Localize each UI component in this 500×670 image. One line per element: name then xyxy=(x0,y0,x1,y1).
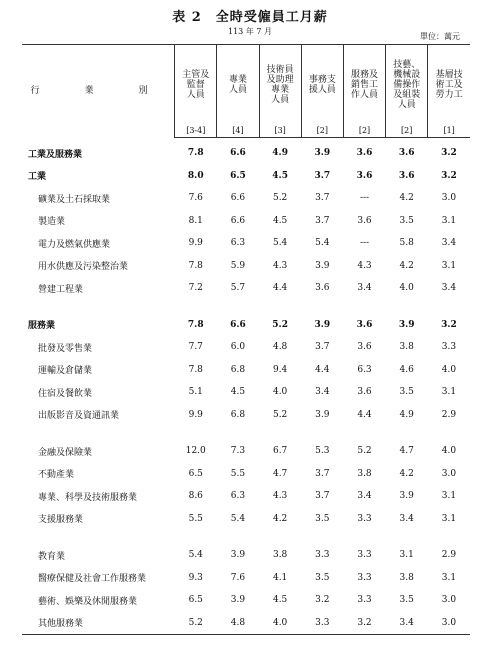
salary-value: --- xyxy=(359,193,370,204)
salary-value: 3.1 xyxy=(399,550,414,561)
table-row xyxy=(22,485,470,508)
salary-value: 6.6 xyxy=(230,148,246,159)
salary-value: 4.0 xyxy=(441,446,457,457)
salary-value: 3.4 xyxy=(441,283,457,294)
salary-value: 8.0 xyxy=(187,170,204,181)
salary-value: 3.4 xyxy=(315,387,330,398)
salary-value: 7.8 xyxy=(187,319,204,330)
spacer-row xyxy=(22,300,470,314)
industry-name: 批發及零售業 xyxy=(38,343,93,354)
table-row xyxy=(22,567,470,590)
spacer-cell xyxy=(22,530,470,544)
header-col-name-line: 技藝、 xyxy=(393,60,421,70)
salary-value: 3.0 xyxy=(441,468,457,479)
header-col-name-line: 術工及 xyxy=(435,80,463,90)
salary-value: 3.1 xyxy=(441,491,457,502)
salary-value: 3.9 xyxy=(230,595,246,606)
salary-value: 3.6 xyxy=(356,170,373,181)
salary-value: 5.3 xyxy=(315,446,330,457)
header-row xyxy=(22,45,470,126)
salary-value: 3.3 xyxy=(441,342,457,353)
salary-value: 6.3 xyxy=(230,491,246,502)
industry-name: 電力及燃氣供應業 xyxy=(38,239,111,250)
header-col-6 xyxy=(386,45,428,126)
industry-name: 運輸及倉儲業 xyxy=(38,366,93,377)
header-col-name-line: 作人員 xyxy=(351,90,379,100)
salary-value: 2.9 xyxy=(441,409,457,420)
header-col-name-line: 勞力工 xyxy=(435,90,463,100)
salary-value: 3.8 xyxy=(399,572,414,583)
salary-value: 6.5 xyxy=(188,468,203,479)
table-row xyxy=(22,165,470,188)
table-row xyxy=(22,544,470,567)
header-col-name-line: 服務及 xyxy=(351,70,379,80)
header-col-7 xyxy=(428,45,470,126)
salary-value: 3.5 xyxy=(315,513,330,524)
salary-value: 4.8 xyxy=(217,612,259,635)
header-code-2: [4] xyxy=(217,125,259,138)
header-col-name-line: 主管及 xyxy=(182,70,210,80)
table-row xyxy=(22,138,470,165)
industry-name: 礦業及土石採取業 xyxy=(38,194,111,205)
salary-value: 3.9 xyxy=(315,260,330,271)
salary-value: 4.0 xyxy=(441,364,457,375)
table-row xyxy=(22,277,470,300)
salary-value: 3.8 xyxy=(399,342,414,353)
table-row xyxy=(22,336,470,359)
salary-value: 7.7 xyxy=(188,342,203,353)
salary-value: 3.2 xyxy=(441,148,457,159)
salary-value: 2.9 xyxy=(441,550,457,561)
salary-value: 3.2 xyxy=(441,170,457,181)
table-row xyxy=(22,187,470,210)
table-title: 表 2 全時受僱員工月薪 xyxy=(172,10,328,25)
header-col-5 xyxy=(343,45,385,126)
salary-value: 4.4 xyxy=(357,409,372,420)
header-col-4 xyxy=(301,45,343,126)
industry-name: 工業及服務業 xyxy=(28,149,83,160)
salary-value: 4.0 xyxy=(259,612,301,635)
salary-value: 8.6 xyxy=(188,491,203,502)
industry-name: 金融及保險業 xyxy=(38,447,93,458)
salary-value: 5.7 xyxy=(230,283,246,294)
salary-value: 5.4 xyxy=(188,550,203,561)
salary-value: 3.3 xyxy=(357,572,372,583)
salary-value: 9.9 xyxy=(188,238,203,249)
salary-value: 3.1 xyxy=(441,260,457,271)
header-industry-label: 行 業 別 xyxy=(22,45,175,138)
salary-value: 4.0 xyxy=(272,387,288,398)
salary-value: 3.5 xyxy=(399,387,414,398)
salary-value: 12.0 xyxy=(185,446,206,457)
salary-value: 7.8 xyxy=(188,364,203,375)
salary-value: 3.4 xyxy=(357,491,372,502)
salary-value: 5.4 xyxy=(315,238,330,249)
salary-value: 3.7 xyxy=(315,193,330,204)
salary-value: 5.5 xyxy=(230,468,246,479)
salary-value: 3.7 xyxy=(315,468,330,479)
header-col-name-line: 機械設 xyxy=(393,70,421,80)
header-col-name-line: 援人員 xyxy=(308,85,336,95)
salary-value: 3.1 xyxy=(441,215,457,226)
salary-value: 3.9 xyxy=(398,319,415,330)
salary-value: 9.3 xyxy=(188,572,203,583)
industry-name: 不動產業 xyxy=(38,470,75,481)
salary-value: 5.9 xyxy=(230,260,246,271)
header-col-name-line: 基層技 xyxy=(435,70,463,80)
salary-value: 9.9 xyxy=(188,409,203,420)
salary-value: 4.0 xyxy=(399,283,414,294)
header-col-1 xyxy=(175,45,217,126)
salary-table xyxy=(22,44,470,635)
salary-value: 4.2 xyxy=(399,468,414,479)
salary-value: 4.5 xyxy=(272,215,288,226)
header-col-name-line: 專業 xyxy=(271,85,290,95)
salary-value: 6.3 xyxy=(357,364,372,375)
salary-value: 3.1 xyxy=(441,513,457,524)
industry-name: 教育業 xyxy=(38,551,66,562)
salary-value: 3.4 xyxy=(357,283,372,294)
salary-value: 3.8 xyxy=(357,468,372,479)
table-row xyxy=(22,463,470,486)
header-col-name-line: 監督 xyxy=(186,80,205,90)
salary-value: 5.2 xyxy=(272,193,288,204)
table-row xyxy=(22,210,470,233)
header-code-1: [3-4] xyxy=(175,125,217,138)
spacer-cell xyxy=(22,426,470,440)
industry-name: 住宿及餐飲業 xyxy=(38,388,93,399)
salary-value: 4.3 xyxy=(272,260,288,271)
salary-value: 3.3 xyxy=(315,550,330,561)
salary-value: 4.5 xyxy=(230,387,246,398)
table-row xyxy=(22,589,470,612)
salary-value: 3.9 xyxy=(399,491,414,502)
salary-value: 3.2 xyxy=(441,319,457,330)
header-code-4: [2] xyxy=(301,125,343,138)
header-code-7: [1] xyxy=(428,125,470,138)
salary-value: 5.4 xyxy=(272,238,288,249)
salary-value: 3.0 xyxy=(441,193,457,204)
salary-value: 3.8 xyxy=(272,550,288,561)
salary-value: 4.6 xyxy=(399,364,414,375)
salary-value: 5.8 xyxy=(399,238,414,249)
salary-value: 3.5 xyxy=(399,595,414,606)
table-row xyxy=(22,359,470,382)
table-row xyxy=(22,508,470,531)
salary-value: 3.9 xyxy=(314,148,331,159)
salary-value: 4.4 xyxy=(272,283,288,294)
table-row xyxy=(22,255,470,278)
salary-value: 3.1 xyxy=(441,387,457,398)
header-col-name-line: 事務支 xyxy=(308,75,336,85)
header-col-name-line: 銷售工 xyxy=(351,80,379,90)
salary-value: 3.6 xyxy=(356,319,373,330)
salary-value: 3.9 xyxy=(314,319,331,330)
salary-value: 4.9 xyxy=(399,409,414,420)
salary-value: 3.6 xyxy=(357,387,372,398)
salary-value: 5.2 xyxy=(272,319,288,330)
salary-value: 3.3 xyxy=(357,550,372,561)
header-code-5: [2] xyxy=(343,125,385,138)
header-col-name-line: 人員 xyxy=(186,90,205,100)
industry-name: 藝術、娛樂及休閒服務業 xyxy=(38,596,138,607)
salary-value: 3.4 xyxy=(441,238,457,249)
salary-value: 3.6 xyxy=(315,283,330,294)
industry-name: 專業、科學及技術服務業 xyxy=(38,492,138,503)
industry-name: 支援服務業 xyxy=(38,515,84,526)
table-row xyxy=(22,232,470,255)
table-row xyxy=(22,314,470,337)
header-col-name-line: 及組裝 xyxy=(393,90,421,100)
salary-value: 4.3 xyxy=(272,491,288,502)
industry-name: 製造業 xyxy=(38,217,66,228)
salary-value: 4.5 xyxy=(272,170,288,181)
salary-value: 4.4 xyxy=(315,364,330,375)
salary-value: 3.5 xyxy=(315,572,330,583)
table-row xyxy=(22,381,470,404)
salary-value: 6.6 xyxy=(230,319,246,330)
salary-value: 5.5 xyxy=(188,513,203,524)
salary-value: 6.6 xyxy=(230,193,246,204)
salary-value: 9.4 xyxy=(272,364,288,375)
salary-value: --- xyxy=(359,238,370,249)
header-col-name-line: 技術員 xyxy=(266,65,294,75)
unit-note: 單位：萬元 xyxy=(420,32,460,41)
industry-name: 其他服務業 xyxy=(22,612,175,635)
salary-value: 5.1 xyxy=(188,387,203,398)
salary-value: 3.9 xyxy=(230,550,246,561)
salary-value: 4.9 xyxy=(272,148,288,159)
salary-value: 4.2 xyxy=(399,193,414,204)
header-col-name-line: 及助理 xyxy=(266,75,294,85)
salary-value: 3.4 xyxy=(399,513,414,524)
salary-value: 3.4 xyxy=(386,612,428,635)
salary-value: 7.8 xyxy=(188,260,203,271)
salary-value: 3.9 xyxy=(315,409,330,420)
salary-value: 3.5 xyxy=(399,215,414,226)
table-row xyxy=(22,404,470,427)
salary-value: 3.0 xyxy=(441,595,457,606)
salary-value: 4.2 xyxy=(399,260,414,271)
salary-value: 7.8 xyxy=(187,148,204,159)
industry-name: 用水供應及污染整治業 xyxy=(38,262,129,273)
salary-value: 6.3 xyxy=(230,238,246,249)
salary-value: 4.1 xyxy=(272,572,288,583)
spacer-row xyxy=(22,530,470,544)
salary-value: 4.7 xyxy=(399,446,414,457)
salary-value: 6.6 xyxy=(230,215,246,226)
header-col-name-line: 備操作 xyxy=(393,80,421,90)
salary-value: 6.5 xyxy=(188,595,203,606)
spacer-cell xyxy=(22,300,470,314)
salary-value: 3.6 xyxy=(357,215,372,226)
salary-value: 7.3 xyxy=(230,446,246,457)
table-row xyxy=(22,440,470,463)
header-col-2 xyxy=(217,45,259,126)
spacer-row xyxy=(22,426,470,440)
table-body xyxy=(22,138,470,635)
salary-value: 3.6 xyxy=(398,148,415,159)
salary-value: 6.5 xyxy=(230,170,246,181)
salary-value: 3.7 xyxy=(315,215,330,226)
industry-name: 服務業 xyxy=(28,321,56,332)
salary-value: 6.0 xyxy=(230,342,246,353)
salary-value: 3.3 xyxy=(357,595,372,606)
salary-value: 3.6 xyxy=(357,342,372,353)
salary-value: 5.4 xyxy=(230,513,246,524)
salary-value: 4.8 xyxy=(272,342,288,353)
salary-value: 4.2 xyxy=(272,513,288,524)
salary-value: 8.1 xyxy=(188,215,203,226)
salary-value: 5.2 xyxy=(357,446,372,457)
header-col-name-line: 人員 xyxy=(228,85,247,95)
salary-value: 6.8 xyxy=(230,364,246,375)
header-code-3: [3] xyxy=(259,125,301,138)
salary-value: 7.6 xyxy=(230,572,246,583)
header-col-name-line: 人員 xyxy=(271,95,290,105)
salary-value: 3.2 xyxy=(315,595,330,606)
salary-value: 3.3 xyxy=(357,513,372,524)
table-row xyxy=(22,612,470,635)
header-col-name-line: 專業 xyxy=(228,75,247,85)
industry-name: 工業 xyxy=(28,172,47,183)
salary-value: 3.6 xyxy=(356,148,373,159)
header-code-6: [2] xyxy=(386,125,428,138)
industry-name: 營建工程業 xyxy=(38,284,84,295)
salary-value: 3.7 xyxy=(315,342,330,353)
industry-name: 出版影音及資通訊業 xyxy=(38,411,120,422)
salary-value: 4.5 xyxy=(272,595,288,606)
salary-value: 7.6 xyxy=(188,193,203,204)
header-col-3 xyxy=(259,45,301,126)
salary-value: 7.2 xyxy=(188,283,203,294)
salary-value: 3.3 xyxy=(301,612,343,635)
salary-value: 5.2 xyxy=(175,612,217,635)
salary-value: 6.7 xyxy=(272,446,288,457)
salary-value: 6.8 xyxy=(230,409,246,420)
table-subtitle: 113 年 7 月 xyxy=(228,27,272,36)
salary-value: 3.0 xyxy=(428,612,470,635)
salary-value: 4.7 xyxy=(272,468,288,479)
salary-value: 3.7 xyxy=(315,491,330,502)
salary-value: 3.1 xyxy=(441,572,457,583)
salary-value: 5.2 xyxy=(272,409,288,420)
salary-value: 3.6 xyxy=(398,170,415,181)
salary-value: 4.3 xyxy=(357,260,372,271)
industry-name: 醫療保健及社會工作服務業 xyxy=(38,574,147,585)
header-col-name-line: 人員 xyxy=(397,100,416,110)
salary-value: 3.2 xyxy=(343,612,385,635)
salary-value: 3.7 xyxy=(314,170,331,181)
